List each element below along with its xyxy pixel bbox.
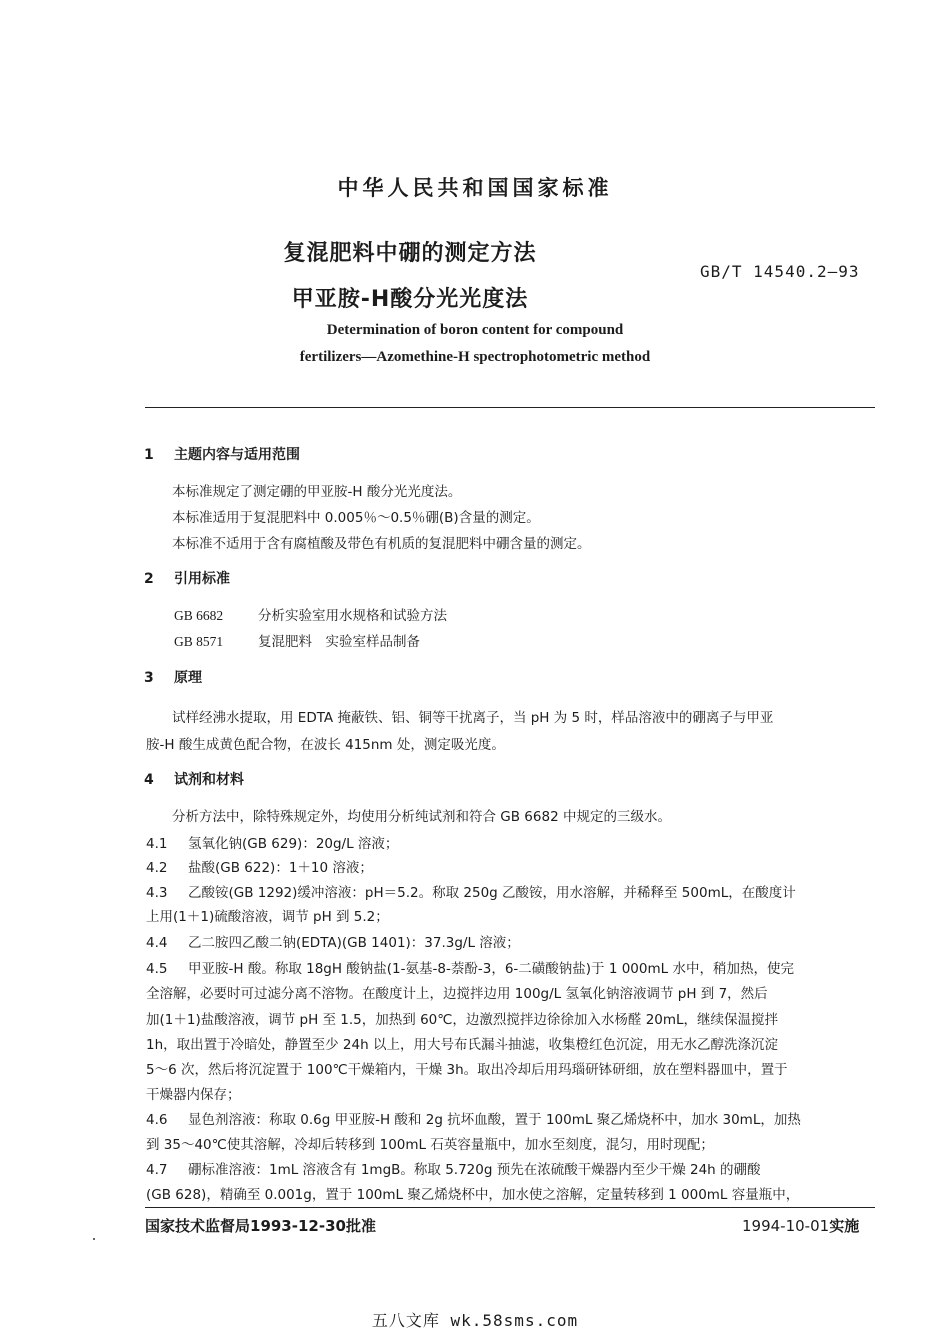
- section-number: 3: [144, 670, 154, 686]
- item-4-7-line-2: (GB 628)，精确至 0.001g，置于 100mL 聚乙烯烧杯中，加水使之溶解，定量转移到 1 000mL 容量瓶中，: [146, 1187, 800, 1203]
- implementation-date: 1994-10-01: [742, 1217, 830, 1235]
- item-number: 4.4: [146, 935, 168, 951]
- item-number: 4.7: [146, 1162, 168, 1178]
- section-1-paragraph-3: 本标准不适用于含有腐植酸及带色有机质的复混肥料中硼含量的测定。: [172, 536, 591, 552]
- item-text: 甲亚胺-H 酸。称取 18gH 酸钠盐(1-氨基-8-萘酚-3，6-二磺酸钠盐)于 1 000mL 水中，稍加热，使完: [188, 961, 794, 977]
- section-number: 1: [144, 447, 154, 463]
- item-4-5: [146, 957, 794, 977]
- section-number: 4: [144, 772, 154, 788]
- section-title: 引用标准: [174, 571, 230, 587]
- english-title-line-2: fertilizers—Azomethine-H spectrophotometric method: [299, 349, 651, 365]
- approval-info: 国家技术监督局1993-12-30批准: [145, 1217, 376, 1235]
- item-text: 显色剂溶液：称取 0.6g 甲亚胺-H 酸和 2g 抗坏血酸，置于 100mL 聚乙烯烧杯中，加水 30mL，加热: [188, 1112, 801, 1128]
- section-3-heading: [144, 667, 202, 687]
- footer-divider: [145, 1207, 875, 1208]
- item-4-7: [146, 1158, 761, 1178]
- section-4-heading: [144, 769, 244, 789]
- item-4-3-continued: 上用(1＋1)硫酸溶液，调节 pH 到 5.2；: [146, 909, 389, 925]
- item-number: 4.6: [146, 1112, 168, 1128]
- section-title: 主题内容与适用范围: [174, 447, 300, 463]
- item-number: 4.2: [146, 860, 168, 876]
- item-number: 4.3: [146, 885, 168, 901]
- item-number: 4.5: [146, 961, 168, 977]
- item-number: 4.1: [146, 836, 168, 852]
- section-title: 原理: [174, 670, 202, 686]
- reference-item: [174, 604, 447, 624]
- section-3-line-2: 胺-H 酸生成黄色配合物，在波长 415nm 处，测定吸光度。: [146, 737, 505, 753]
- section-2-heading: [144, 568, 230, 588]
- item-4-6: [146, 1108, 801, 1128]
- section-1-paragraph-2: 本标准适用于复混肥料中 0.005％～0.5％硼(B)含量的测定。: [172, 510, 540, 526]
- scan-speck: [93, 1238, 95, 1240]
- item-4-1: [146, 832, 398, 852]
- implementation-info: [742, 1215, 859, 1236]
- item-4-3: [146, 881, 796, 901]
- item-4-5-line-6: 干燥器内保存；: [146, 1087, 241, 1103]
- item-4-4: [146, 931, 520, 951]
- item-4-2: [146, 856, 373, 876]
- section-4-intro: 分析方法中，除特殊规定外，均使用分析纯试剂和符合 GB 6682 中规定的三级水。: [172, 809, 671, 825]
- reference-title: 分析实验室用水规格和试验方法: [258, 608, 447, 624]
- section-title: 试剂和材料: [174, 772, 244, 788]
- section-3-line-1: 试样经沸水提取，用 EDTA 掩蔽铁、铝、铜等干扰离子，当 pH 为 5 时，样品溶液中的硼离子与甲亚: [172, 710, 774, 726]
- reference-title: 复混肥料 实验室样品制备: [258, 634, 420, 650]
- document-title-line-1: 复混肥料中硼的测定方法: [283, 241, 537, 266]
- item-4-5-line-3: 加(1＋1)盐酸溶液，调节 pH 至 1.5，加热到 60℃，边激烈搅拌边徐徐加入水杨醛 20mL，继续保温搅拌: [146, 1012, 779, 1028]
- implementation-label: 实施: [829, 1217, 860, 1235]
- reference-code: GB 6682: [174, 608, 224, 623]
- standard-code: GB/T 14540.2—93: [700, 262, 860, 281]
- item-4-5-line-2: 全溶解，必要时可过滤分离不溶物。在酸度计上，边搅拌边用 100g/L 氢氧化钠溶液调节 pH 到 7，然后: [146, 986, 768, 1002]
- item-4-6-line-2: 到 35～40℃使其溶解，冷却后转移到 100mL 石英容量瓶中，加水至刻度，混匀，用时现配；: [146, 1137, 714, 1153]
- item-4-5-line-4: 1h，取出置于冷暗处，静置至少 24h 以上，用大号布氏漏斗抽滤，收集橙红色沉淀，用无水乙醇洗涤沉淀: [146, 1037, 778, 1053]
- item-text: 乙二胺四乙酸二钠(EDTA)(GB 1401)：37.3g/L 溶液；: [188, 935, 520, 951]
- standard-organization-heading: 中华人民共和国国家标准: [337, 176, 613, 200]
- item-text: 硼标准溶液：1mL 溶液含有 1mgB。称取 5.720g 预先在浓硫酸干燥器内至少干燥 24h 的硼酸: [188, 1162, 761, 1178]
- reference-item: [174, 630, 420, 650]
- site-watermark: 五八文库 wk.58sms.com: [371, 1311, 579, 1330]
- item-text: 乙酸铵(GB 1292)缓冲溶液：pH＝5.2。称取 250g 乙酸铵，用水溶解，并稀释至 500mL，在酸度计: [188, 885, 796, 901]
- section-1-paragraph-1: 本标准规定了测定硼的甲亚胺-H 酸分光光度法。: [172, 484, 462, 500]
- item-4-5-line-5: 5～6 次，然后将沉淀置于 100℃干燥箱内，干燥 3h。取出冷却后用玛瑙研钵研细，放在塑料器皿中，置于: [146, 1062, 788, 1078]
- english-title-line-1: Determination of boron content for compound: [326, 322, 624, 338]
- item-text: 氢氧化钠(GB 629)：20g/L 溶液；: [188, 836, 399, 852]
- reference-code: GB 8571: [174, 634, 224, 649]
- section-1-heading: [144, 444, 300, 464]
- header-divider: [145, 407, 875, 408]
- section-number: 2: [144, 571, 154, 587]
- document-title-line-2: 甲亚胺-H酸分光光度法: [291, 287, 529, 312]
- item-text: 盐酸(GB 622)：1＋10 溶液；: [188, 860, 373, 876]
